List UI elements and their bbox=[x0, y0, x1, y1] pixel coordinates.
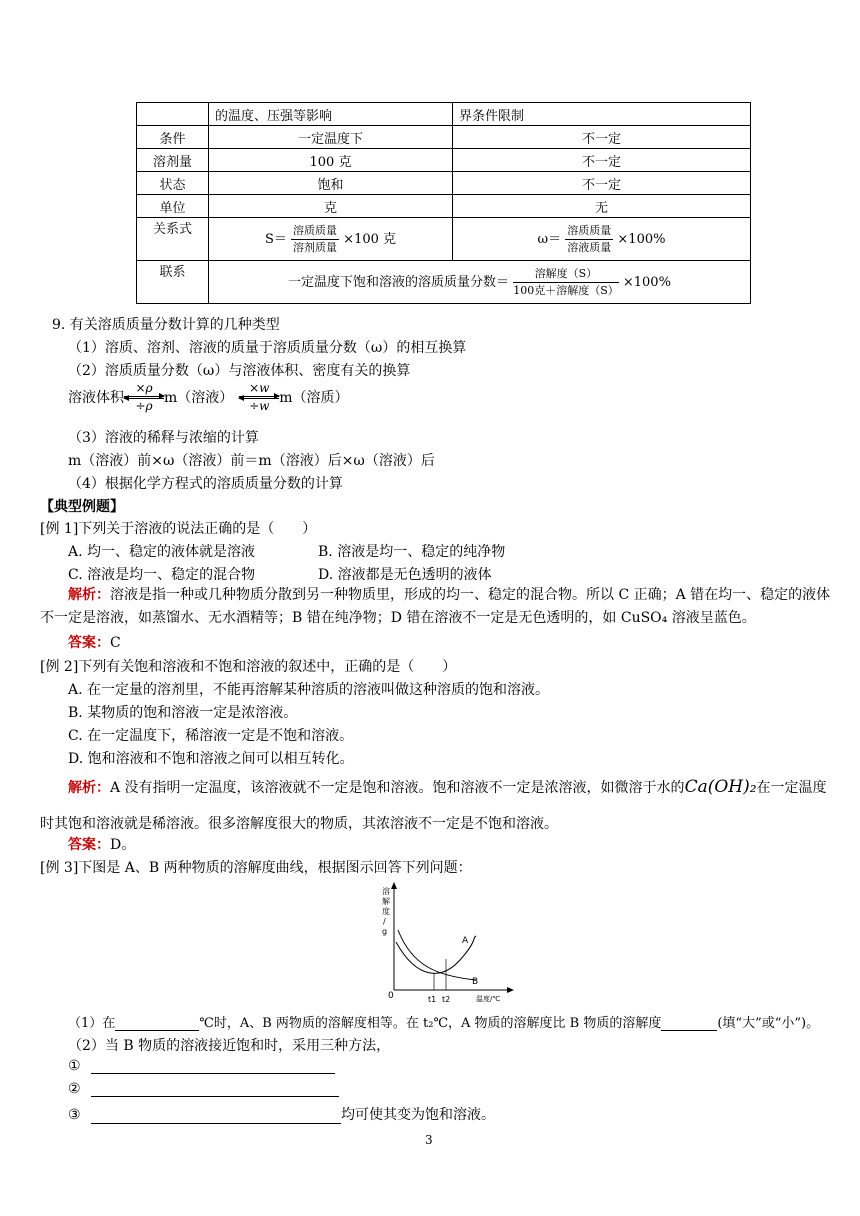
row-fraction: 不一定 bbox=[453, 149, 751, 172]
method-3 bbox=[68, 1104, 495, 1124]
method-1 bbox=[68, 1058, 335, 1074]
formula-w-num: 溶质质量 bbox=[565, 223, 613, 240]
conv-arrow-2 bbox=[239, 382, 279, 413]
example-2-answer bbox=[68, 834, 135, 854]
analysis-label: 解析： bbox=[68, 780, 110, 796]
row-solubility: 饱和 bbox=[209, 172, 453, 195]
row-solubility: 克 bbox=[209, 195, 453, 218]
examples-header: 【典型例题】 bbox=[40, 499, 124, 515]
table-header-right: 界条件限制 bbox=[453, 103, 751, 126]
example-1-analysis bbox=[40, 584, 840, 630]
q1-blank-2[interactable] bbox=[661, 1030, 717, 1031]
page-number: 3 bbox=[425, 1133, 433, 1147]
example-2-question: [例 2]下列有关饱和溶液和不饱和溶液的叙述中，正确的是（ ） bbox=[40, 659, 457, 675]
table-row-formula bbox=[137, 218, 751, 261]
y-label-4: / bbox=[383, 917, 386, 926]
row-solubility: 一定温度下 bbox=[209, 126, 453, 149]
example-3-q2: （2）当 B 物质的溶液接近饱和时，采用三种方法， bbox=[68, 1038, 391, 1054]
method-2 bbox=[68, 1081, 339, 1097]
section-title: 9. 有关溶质质量分数计算的几种类型 bbox=[52, 317, 280, 333]
method-2-blank[interactable] bbox=[91, 1096, 339, 1097]
conv-arrow-1-bottom: ÷ρ bbox=[135, 398, 153, 413]
link-num: 溶解度（S） bbox=[513, 266, 619, 283]
formula-fraction bbox=[453, 218, 751, 261]
example-1-question: [例 1]下列关于溶液的说法正确的是（ ） bbox=[40, 521, 317, 537]
section-item-2: （2）溶质质量分数（ω）与溶液体积、密度有关的换算 bbox=[68, 363, 411, 379]
analysis-text-1: A 没有指明一定温度，该溶液就不一定是饱和溶液。饱和溶液不一定是浓溶液，如微溶于水的 bbox=[110, 780, 685, 796]
comparison-table bbox=[136, 102, 751, 304]
table-row-link bbox=[137, 261, 751, 304]
q1-mid: ℃时，A、B 两物质的溶解度相等。在 t₂℃，A 物质的溶解度比 B 物质的溶解度 bbox=[199, 1016, 662, 1031]
example-2-option-a: A. 在一定量的溶剂里，不能再溶解某种溶质的溶液叫做这种溶质的饱和溶液。 bbox=[68, 682, 550, 698]
example-1-option-d: D. 溶液都是无色透明的液体 bbox=[318, 567, 492, 583]
example-2-option-c: C. 在一定温度下，稀溶液一定是不饱和溶液。 bbox=[68, 728, 354, 744]
link-den: 100克＋溶解度（S） bbox=[513, 283, 619, 297]
example-2-option-b: B. 某物质的饱和溶液一定是浓溶液。 bbox=[68, 705, 298, 721]
q1-post: (填“大”或“小”)。 bbox=[717, 1016, 820, 1031]
right-arrow-icon bbox=[124, 396, 164, 397]
dilution-formula: m（溶液）前×ω（溶液）前＝m（溶液）后×ω（溶液）后 bbox=[68, 453, 435, 469]
q1-blank-1[interactable] bbox=[115, 1030, 199, 1031]
formula-label: 关系式 bbox=[137, 218, 209, 261]
left-arrow-icon bbox=[239, 398, 279, 399]
conv-arrow-1 bbox=[124, 382, 164, 413]
y-axis-arrow-icon bbox=[391, 882, 397, 889]
example-1-option-b: B. 溶液是均一、稳定的纯净物 bbox=[318, 544, 506, 560]
answer-text: C bbox=[110, 635, 121, 651]
x-axis-arrow-icon bbox=[507, 987, 514, 993]
formula-s-prefix: S＝ bbox=[264, 231, 287, 247]
row-fraction: 不一定 bbox=[453, 126, 751, 149]
row-solubility: 100 克 bbox=[209, 149, 453, 172]
x-label: 温度/℃ bbox=[476, 995, 501, 1003]
link-formula bbox=[209, 261, 751, 304]
example-1-option-a: A. 均一、稳定的液体就是溶液 bbox=[68, 544, 256, 560]
answer-label: 答案： bbox=[68, 837, 110, 853]
conversion-chain bbox=[68, 377, 349, 417]
method-1-number: ① bbox=[68, 1058, 81, 1074]
curve-b-label: B bbox=[472, 977, 479, 987]
t2-label: t2 bbox=[442, 995, 451, 1004]
conv-arrow-1-top: ×ρ bbox=[135, 380, 153, 395]
analysis-text-2: 在一定温度时其饱和溶液就是稀溶液。很多溶解度很大的物质，其浓溶液不一定是不饱和溶液。 bbox=[40, 780, 827, 832]
example-2-analysis bbox=[40, 769, 840, 842]
y-label-1: 溶 bbox=[382, 887, 390, 896]
row-fraction: 无 bbox=[453, 195, 751, 218]
chemical-formula: Ca(OH)₂ bbox=[684, 777, 757, 797]
formula-w-den: 溶液质量 bbox=[567, 240, 612, 254]
solubility-curve-graph bbox=[372, 880, 522, 1004]
conv-end: m（溶质） bbox=[279, 390, 349, 406]
table-header-blank bbox=[137, 103, 209, 126]
left-arrow-icon bbox=[124, 398, 164, 399]
answer-label: 答案： bbox=[68, 635, 110, 651]
y-label-5: g bbox=[382, 927, 388, 936]
formula-solubility bbox=[209, 218, 453, 261]
formula-s-num: 溶质质量 bbox=[291, 223, 339, 240]
method-2-number: ② bbox=[68, 1081, 81, 1097]
link-fraction bbox=[513, 266, 619, 299]
example-3-question: [例 3]下图是 A、B 两种物质的溶解度曲线，根据图示回答下列问题： bbox=[40, 860, 472, 876]
y-label-3: 度 bbox=[382, 907, 390, 916]
q1-prefix: （1）在 bbox=[68, 1016, 116, 1031]
row-label: 条件 bbox=[137, 126, 209, 149]
conv-arrow-2-top: ×w bbox=[249, 380, 270, 395]
row-label: 状态 bbox=[137, 172, 209, 195]
conv-arrow-2-bottom: ÷w bbox=[249, 398, 270, 413]
conv-mid: m（溶液） bbox=[164, 390, 234, 406]
y-label-2: 解 bbox=[382, 897, 390, 906]
right-arrow-icon bbox=[239, 396, 279, 397]
example-1-answer bbox=[68, 632, 121, 652]
method-1-blank[interactable] bbox=[91, 1073, 335, 1074]
row-label: 单位 bbox=[137, 195, 209, 218]
link-prefix: 一定温度下饱和溶液的溶质质量分数＝ bbox=[288, 274, 510, 290]
table-row bbox=[137, 149, 751, 172]
analysis-text: 溶液是指一种或几种物质分散到另一种物质里，形成的均一、稳定的混合物。所以 C 正确；A 错在均一、稳定的液体不一定是溶液，如蒸馏水、无水酒精等；B 错在纯净物；D 错在溶液不一定是无色透明的，如 CuSO₄ 溶液呈蓝色。 bbox=[40, 587, 831, 626]
link-suffix: ×100% bbox=[622, 274, 671, 290]
formula-w-suffix: ×100% bbox=[617, 231, 666, 247]
origin-label: 0 bbox=[388, 991, 394, 1001]
analysis-label: 解析： bbox=[68, 587, 110, 603]
table-row bbox=[137, 126, 751, 149]
formula-s-fraction bbox=[291, 223, 339, 256]
t1-label: t1 bbox=[428, 995, 437, 1004]
formula-w-prefix: ω＝ bbox=[537, 231, 562, 247]
row-label: 溶剂量 bbox=[137, 149, 209, 172]
section-item-4: （4）根据化学方程式的溶质质量分数的计算 bbox=[68, 476, 343, 492]
formula-w-fraction bbox=[565, 223, 613, 256]
example-3-q1 bbox=[68, 1012, 819, 1031]
method-3-number: ③ bbox=[68, 1107, 81, 1123]
table-row bbox=[137, 195, 751, 218]
table-header-mid: 的温度、压强等影响 bbox=[209, 103, 453, 126]
method-3-blank[interactable] bbox=[91, 1123, 341, 1124]
method-3-post: 均可使其变为饱和溶液。 bbox=[341, 1107, 496, 1123]
link-label: 联系 bbox=[137, 261, 209, 304]
table-row bbox=[137, 172, 751, 195]
example-1-option-c: C. 溶液是均一、稳定的混合物 bbox=[68, 567, 256, 583]
row-fraction: 不一定 bbox=[453, 172, 751, 195]
curve-a-label: A bbox=[462, 936, 469, 946]
section-item-3: （3）溶液的稀释与浓缩的计算 bbox=[68, 430, 259, 446]
formula-s-suffix: ×100 克 bbox=[343, 231, 397, 247]
formula-s-den: 溶剂质量 bbox=[293, 240, 338, 254]
conv-start: 溶液体积 bbox=[68, 390, 124, 406]
answer-text: D。 bbox=[110, 837, 136, 853]
section-item-1: （1）溶质、溶剂、溶液的质量于溶质质量分数（ω）的相互换算 bbox=[68, 340, 467, 356]
example-2-option-d: D. 饱和溶液和不饱和溶液之间可以相互转化。 bbox=[68, 751, 354, 767]
